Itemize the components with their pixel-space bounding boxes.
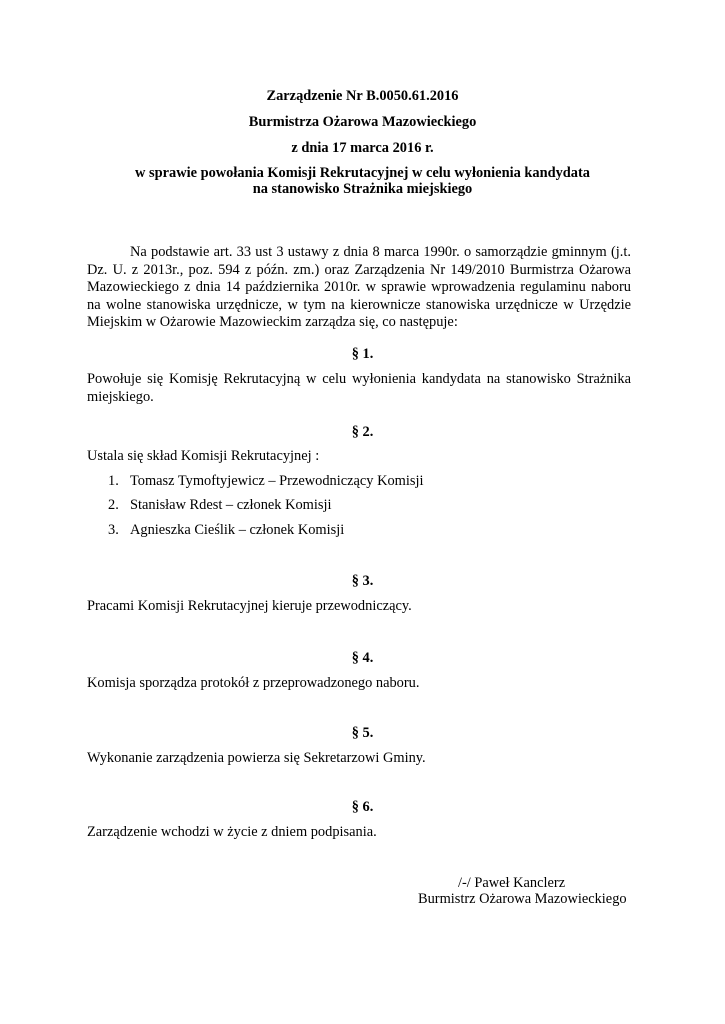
document-date: z dnia 17 marca 2016 r.	[291, 140, 434, 156]
document-subject-line-2: na stanowisko Strażnika miejskiego	[252, 181, 473, 197]
list-item-text: Tomasz Tymoftyjewicz – Przewodniczący Komisji	[130, 473, 424, 489]
list-item-text: Stanisław Rdest – członek Komisji	[130, 497, 332, 513]
list-item-text: Agnieszka Cieślik – członek Komisji	[130, 522, 345, 538]
section-heading-1: § 1.	[351, 346, 374, 362]
list-item	[108, 522, 344, 539]
list-item	[108, 497, 331, 514]
section-heading-3: § 3.	[351, 573, 374, 589]
section-text-3: Pracami Komisji Rekrutacyjnej kieruje przewodniczący.	[87, 598, 412, 614]
list-item	[108, 473, 423, 490]
section-heading-6: § 6.	[351, 799, 374, 815]
section-heading-5: § 5.	[351, 725, 374, 741]
section-text-1: Powołuje się Komisję Rekrutacyjną w celu wyłonienia kandydata na stanowisko Strażnika miejskiego.	[87, 371, 631, 405]
preamble-paragraph: Na podstawie art. 33 ust 3 ustawy z dnia 8 marca 1990r. o samorządzie gminnym (j.t. Dz. U. z 2013r., poz. 594 z późn. zm.) oraz Zarządzenia Nr 149/2010 Burmistrza Ożarowa Mazowieckiego z dnia 14 października 2010r. w sprawie wprowadzenia regulaminu naboru na wolne stanowiska urzędnicze, w tym na kierownicze stanowiska urzędnicze w Urzędzie Miejskim w Ożarowie Mazowieckim zarządza się, co następuje:	[87, 244, 631, 330]
list-item-number: 3.	[108, 522, 119, 538]
list-item-number: 1.	[108, 473, 119, 489]
section-text-5: Wykonanie zarządzenia powierza się Sekretarzowi Gminy.	[87, 750, 426, 766]
section-text-6: Zarządzenie wchodzi w życie z dniem podpisania.	[87, 824, 377, 840]
section-heading-4: § 4.	[351, 650, 374, 666]
signature-title: Burmistrz Ożarowa Mazowieckiego	[418, 891, 627, 907]
section-text-4: Komisja sporządza protokół z przeprowadzonego naboru.	[87, 675, 420, 691]
document-title: Zarządzenie Nr B.0050.61.2016	[266, 88, 459, 104]
section-heading-2: § 2.	[351, 424, 374, 440]
signature-name: /-/ Paweł Kanclerz	[458, 875, 566, 891]
section-text-2: Ustala się skład Komisji Rekrutacyjnej :	[87, 448, 320, 464]
document-issuer: Burmistrza Ożarowa Mazowieckiego	[248, 114, 477, 130]
document-subject-line-1: w sprawie powołania Komisji Rekrutacyjnej w celu wyłonienia kandydata	[135, 165, 590, 181]
list-item-number: 2.	[108, 497, 119, 513]
